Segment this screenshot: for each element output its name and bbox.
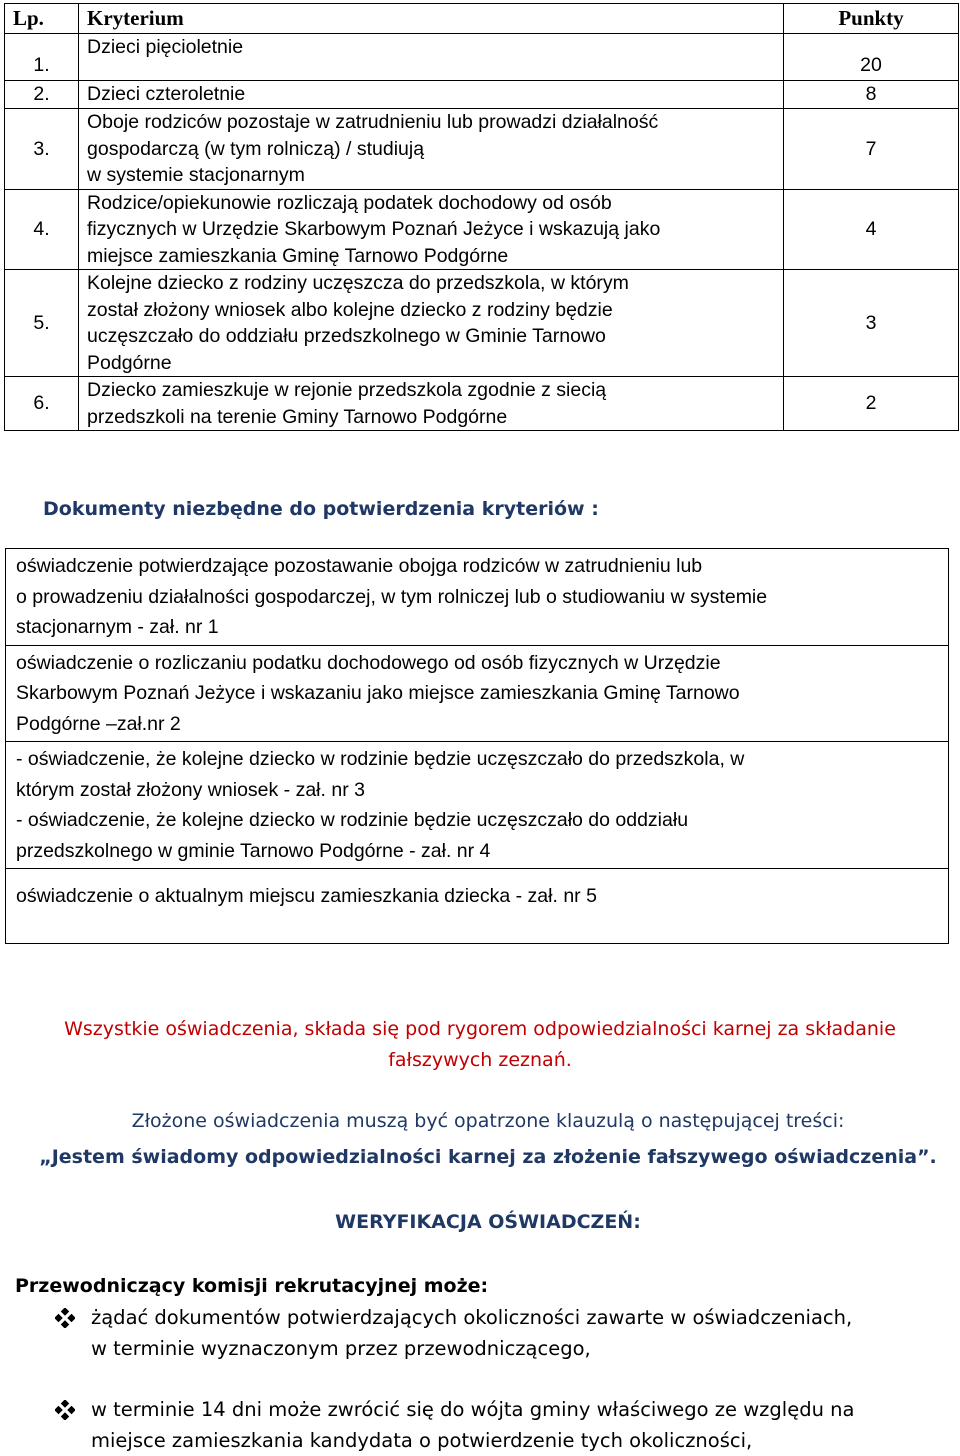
bullet-line: w terminie 14 dni może zwrócić się do wójta gminy właściwego ze względu na — [91, 1398, 855, 1421]
row-number: 3. — [5, 109, 79, 190]
document-item — [6, 549, 949, 646]
document-line: którym został złożony wniosek - zał. nr 3 — [16, 778, 365, 801]
clause-text: „Jestem świadomy odpowiedzialności karnej za złożenie fałszywego oświadczenia”. — [39, 1146, 937, 1168]
row-number: 2. — [5, 81, 79, 109]
document-item — [6, 645, 949, 742]
criterion-points: 20 — [784, 34, 959, 81]
row-number: 1. — [5, 34, 79, 81]
criterion-line: gospodarczą (w tym rolniczą) / studiują — [87, 137, 425, 160]
criterion-line: uczęszczało do oddziału przedszkolnego w Gminie Tarnowo — [87, 325, 606, 347]
criteria-row-2 — [5, 81, 959, 109]
document-item — [6, 742, 949, 869]
criteria-table — [4, 3, 959, 431]
documents-table — [5, 548, 949, 944]
criterion-line: Oboje rodziców pozostaje w zatrudnieniu lub prowadzi działalność — [87, 111, 659, 133]
criterion-text — [79, 270, 784, 377]
bullet-line: miejsce zamieszkania kandydata o potwierdzenie tych okoliczności, — [91, 1429, 753, 1452]
criteria-row-3 — [5, 109, 959, 190]
criterion-text — [79, 34, 784, 81]
warning-line: fałszywych zeznań. — [388, 1049, 572, 1071]
document-line: o prowadzeniu działalności gospodarczej, w tym rolniczej lub o studiowaniu w systemie — [16, 585, 768, 608]
document-cell — [6, 869, 949, 944]
document-line: Skarbowym Poznań Jeżyce i wskazaniu jako miejsce zamieszkania Gminę Tarnowo — [16, 682, 740, 704]
criteria-row-4 — [5, 189, 959, 270]
document-cell — [6, 742, 949, 869]
document-cell — [6, 549, 949, 646]
document-line: stacjonarnym - zał. nr 1 — [16, 616, 219, 638]
verification-heading: WERYFIKACJA OŚWIADCZEŃ: — [335, 1211, 641, 1233]
document-line: - oświadczenie, że kolejne dziecko w rodzinie będzie uczęszczało do oddziału — [16, 809, 689, 831]
header-lp: Lp. — [5, 4, 79, 34]
diamond-bullet-icon — [55, 1400, 75, 1420]
criterion-line: miejsce zamieszkania Gminę Tarnowo Podgórne — [87, 244, 509, 267]
criteria-row-6 — [5, 377, 959, 431]
header-criterion: Kryterium — [79, 4, 784, 34]
criteria-row-1 — [5, 34, 959, 81]
criterion-line: Dzieci czteroletnie — [87, 83, 246, 106]
bullet-item — [55, 1302, 960, 1364]
criterion-line: Dziecko zamieszkuje w rejonie przedszkola zgodnie z siecią — [87, 379, 607, 401]
criterion-points: 4 — [784, 189, 959, 270]
diamond-bullet-icon — [55, 1308, 75, 1328]
document-line: oświadczenie o aktualnym miejscu zamieszkania dziecka - zał. nr 5 — [16, 885, 597, 907]
criteria-row-5 — [5, 270, 959, 377]
chair-heading: Przewodniczący komisji rekrutacyjnej może: — [15, 1275, 489, 1297]
criterion-points: 2 — [784, 377, 959, 431]
document-line: Podgórne –zał.nr 2 — [16, 712, 181, 735]
bullet-item — [55, 1394, 960, 1456]
criterion-points: 7 — [784, 109, 959, 190]
criterion-line: Dzieci pięcioletnie — [87, 36, 244, 58]
clause-intro: Złożone oświadczenia muszą być opatrzone klauzulą o następującej treści: — [131, 1110, 845, 1132]
criterion-line: został złożony wniosek albo kolejne dziecko z rodziny będzie — [87, 298, 613, 321]
row-number: 6. — [5, 377, 79, 431]
criterion-line: Podgórne — [87, 351, 172, 374]
header-points: Punkty — [784, 4, 959, 34]
criterion-points: 3 — [784, 270, 959, 377]
row-number: 4. — [5, 189, 79, 270]
criterion-points: 8 — [784, 81, 959, 109]
document-line: - oświadczenie, że kolejne dziecko w rodzinie będzie uczęszczało do przedszkola, w — [16, 748, 745, 770]
criterion-line: Rodzice/opiekunowie rozliczają podatek dochodowy od osób — [87, 191, 612, 214]
criterion-line: Kolejne dziecko z rodziny uczęszcza do przedszkola, w którym — [87, 272, 629, 294]
document-line: oświadczenie potwierdzające pozostawanie obojga rodziców w zatrudnieniu lub — [16, 555, 703, 577]
row-number: 5. — [5, 270, 79, 377]
criterion-line: fizycznych w Urzędzie Skarbowym Poznań Jeżyce i wskazują jako — [87, 218, 661, 240]
document-line: oświadczenie o rozliczaniu podatku dochodowego od osób fizycznych w Urzędzie — [16, 651, 721, 674]
document-cell — [6, 645, 949, 742]
warning-line: Wszystkie oświadczenia, składa się pod rygorem odpowiedzialności karnej za składanie — [64, 1018, 896, 1040]
criterion-line: przedszkoli na terenie Gminy Tarnowo Podgórne — [87, 405, 508, 428]
criteria-header-row — [5, 4, 959, 34]
criterion-text — [79, 109, 784, 190]
document-line: przedszkolnego w gminie Tarnowo Podgórne - zał. nr 4 — [16, 839, 491, 862]
criterion-text — [79, 189, 784, 270]
warning-notice — [0, 1014, 960, 1076]
bullet-line: żądać dokumentów potwierdzających okoliczności zawarte w oświadczeniach, — [91, 1306, 853, 1329]
document-item — [6, 869, 949, 944]
criterion-text — [79, 81, 784, 109]
documents-heading: Dokumenty niezbędne do potwierdzenia kryteriów : — [43, 498, 599, 520]
criterion-text — [79, 377, 784, 431]
criterion-line: w systemie stacjonarnym — [87, 164, 305, 186]
bullet-line: w terminie wyznaczonym przez przewodniczącego, — [91, 1337, 591, 1360]
